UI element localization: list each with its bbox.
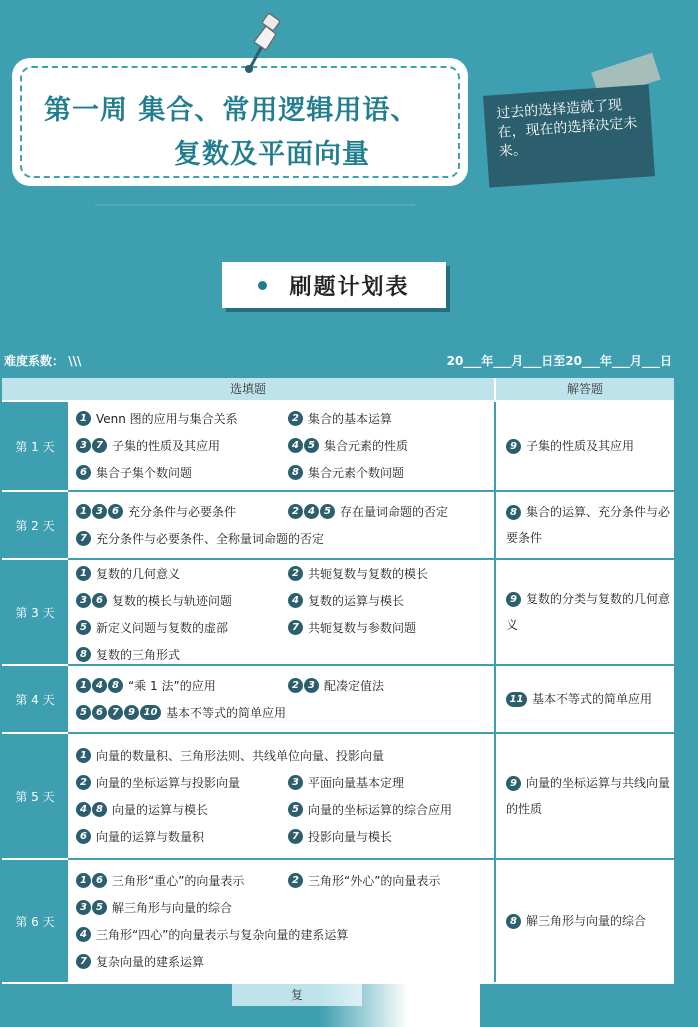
column-divider	[494, 860, 496, 982]
plan-table	[2, 378, 674, 984]
topic-text: 复数的运算与模长	[308, 593, 405, 608]
answer-text: 复数的分类与复数的几何意义	[506, 592, 671, 632]
topic-item	[76, 564, 180, 582]
question-number-badge: 9	[506, 439, 521, 454]
question-number-badge: 8	[108, 678, 123, 693]
topic-text: 投影向量与模长	[308, 829, 393, 844]
question-number-badge: 3	[304, 678, 319, 693]
question-number-badge: 5	[92, 900, 107, 915]
difficulty-marks: \\\	[68, 354, 82, 368]
topic-item	[76, 871, 244, 889]
topic-item	[288, 591, 404, 609]
topic-text: 配凑定值法	[324, 678, 385, 693]
question-number-badge: 6	[92, 873, 107, 888]
answer-topic	[506, 686, 670, 712]
answer-topic	[506, 586, 670, 638]
page-title-line-2: 复数及平面向量	[174, 139, 370, 170]
question-number-badge: 2	[288, 504, 303, 519]
topic-item	[76, 925, 348, 943]
question-number-badge: 11	[506, 692, 527, 707]
column-divider	[494, 492, 496, 558]
day-row	[2, 492, 674, 558]
question-number-badge: 1	[76, 566, 91, 581]
topic-item	[288, 564, 428, 582]
topic-item	[76, 703, 286, 721]
topic-item	[76, 800, 208, 818]
day-label: 第 4 天	[2, 666, 68, 732]
question-number-badge: 7	[92, 438, 107, 453]
topic-text: 子集的性质及其应用	[112, 439, 221, 453]
question-number-badge: 4	[76, 802, 91, 817]
topic-item	[288, 410, 392, 428]
topic-text: 解三角形与向量的综合	[112, 900, 233, 915]
topic-item	[76, 529, 324, 547]
question-number-badge: 5	[76, 705, 91, 720]
question-number-badge: 3	[76, 900, 91, 915]
question-number-badge: 1	[76, 873, 91, 888]
question-number-badge: 2	[288, 873, 303, 888]
answer-topic	[506, 908, 670, 934]
answer-topic	[506, 433, 670, 459]
topic-item	[288, 871, 440, 889]
question-number-badge: 3	[76, 593, 91, 608]
header-solve-questions: 解答题	[496, 378, 674, 400]
question-number-badge: 3	[76, 438, 91, 453]
topic-item	[76, 827, 204, 845]
topic-item	[76, 952, 204, 970]
topic-item	[76, 618, 228, 636]
topic-item	[288, 618, 416, 636]
question-number-badge: 8	[76, 647, 91, 662]
question-number-badge: 4	[304, 504, 319, 519]
topic-item	[288, 800, 452, 818]
question-number-badge: 6	[76, 829, 91, 844]
day-row	[2, 666, 674, 732]
question-number-badge: 6	[108, 504, 123, 519]
header-fill-questions: 选填题	[2, 378, 494, 400]
topic-text: 向量的数量积、三角形法则、共线单位向量、投影向量	[96, 748, 385, 763]
topic-item	[76, 676, 216, 694]
question-number-badge: 2	[288, 678, 303, 693]
topic-text: 共轭复数与参数问题	[308, 620, 417, 635]
question-number-badge: 7	[108, 705, 123, 720]
topic-text: 新定义问题与复数的虚部	[96, 620, 229, 635]
question-number-badge: 3	[92, 504, 107, 519]
answer-topic	[506, 499, 670, 551]
topic-text: 共轭复数与复数的模长	[308, 566, 429, 581]
question-number-badge: 5	[304, 438, 319, 453]
question-number-badge: 5	[320, 504, 335, 519]
question-number-badge: 1	[76, 678, 91, 693]
topic-item	[76, 645, 180, 663]
day-row	[2, 402, 674, 490]
question-number-badge: 2	[288, 411, 303, 426]
topic-text: 复杂向量的建系运算	[96, 954, 205, 969]
answer-text: 集合的运算、充分条件与必要条件	[506, 505, 671, 545]
topic-text: 三角形“外心”的向量表示	[308, 873, 441, 888]
question-number-badge: 4	[288, 593, 303, 608]
topic-item	[76, 464, 192, 482]
difficulty	[4, 352, 81, 369]
question-number-badge: 4	[76, 927, 91, 942]
motto-note: 过去的选择造就了现在，现在的选择决定未来。	[483, 84, 655, 187]
topic-text: Venn 图的应用与集合关系	[96, 412, 238, 426]
day-label: 第 3 天	[2, 560, 68, 664]
topic-text: 复数的模长与轨迹问题	[112, 593, 233, 608]
topic-text: 集合元素个数问题	[308, 466, 405, 480]
topic-text: 向量的坐标运算与投影向量	[96, 775, 241, 790]
topic-text: 存在量词命题的否定	[340, 504, 449, 519]
question-number-badge: 8	[92, 802, 107, 817]
meta-row	[0, 350, 698, 368]
question-number-badge: 10	[140, 705, 161, 720]
topic-text: 三角形“四心”的向量表示与复杂向量的建系运算	[96, 927, 349, 942]
question-number-badge: 6	[92, 705, 107, 720]
topic-text: 充分条件与必要条件	[128, 504, 237, 519]
question-number-badge: 7	[76, 954, 91, 969]
question-number-badge: 9	[506, 592, 521, 607]
question-number-badge: 6	[92, 593, 107, 608]
topic-item	[288, 502, 448, 520]
topic-text: 复数的几何意义	[96, 566, 181, 581]
day-row	[2, 560, 674, 664]
topic-item	[288, 773, 404, 791]
day-label: 第 1 天	[2, 402, 68, 490]
difficulty-label: 难度系数：	[4, 354, 65, 368]
topic-item	[76, 898, 232, 916]
day-label: 第 2 天	[2, 492, 68, 558]
answer-text: 解三角形与向量的综合	[526, 914, 647, 928]
question-number-badge: 2	[76, 775, 91, 790]
topic-item	[76, 437, 220, 455]
topic-text: 向量的运算与模长	[112, 802, 209, 817]
day-row	[2, 734, 674, 858]
topic-text: 集合元素的性质	[324, 439, 409, 453]
question-number-badge: 1	[76, 748, 91, 763]
question-number-badge: 8	[506, 914, 521, 929]
topic-item	[76, 591, 232, 609]
question-number-badge: 7	[288, 620, 303, 635]
topic-item	[76, 746, 384, 764]
topic-item	[76, 410, 238, 428]
topic-item	[288, 437, 408, 455]
topic-item	[288, 676, 384, 694]
question-number-badge: 1	[76, 504, 91, 519]
topic-item	[288, 827, 392, 845]
topic-text: “乘 1 法”的应用	[128, 678, 216, 693]
question-number-badge: 2	[288, 566, 303, 581]
topic-text: 基本不等式的简单应用	[166, 705, 287, 720]
column-divider	[494, 734, 496, 858]
faint-rule	[95, 204, 415, 206]
date-range: 20___年___月___日至20___年___月___日	[446, 354, 672, 368]
question-number-badge: 9	[124, 705, 139, 720]
question-number-badge: 3	[288, 775, 303, 790]
corner-fade	[320, 984, 480, 1027]
plan-title-badge	[222, 262, 446, 308]
topic-text: 向量的坐标运算的综合应用	[308, 802, 453, 817]
column-divider	[494, 560, 496, 664]
question-number-badge: 5	[288, 802, 303, 817]
bullet-icon	[258, 281, 267, 290]
day-label: 第 6 天	[2, 860, 68, 982]
day-label: 第 5 天	[2, 734, 68, 858]
question-number-badge: 4	[92, 678, 107, 693]
question-number-badge: 7	[76, 531, 91, 546]
question-number-badge: 4	[288, 438, 303, 453]
topic-text: 集合的基本运算	[308, 412, 393, 426]
column-divider	[494, 666, 496, 732]
topic-text: 集合子集个数问题	[96, 466, 193, 480]
page-title-line-1: 第一周 集合、常用逻辑用语、	[44, 95, 419, 126]
topic-item	[76, 773, 240, 791]
topic-item	[288, 464, 404, 482]
answer-text: 子集的性质及其应用	[526, 439, 635, 453]
topic-text: 向量的运算与数量积	[96, 829, 205, 844]
question-number-badge: 8	[288, 465, 303, 480]
question-number-badge: 9	[506, 776, 521, 791]
plan-title: 刷题计划表	[289, 274, 410, 300]
topic-item	[76, 502, 236, 520]
question-number-badge: 1	[76, 411, 91, 426]
question-number-badge: 8	[506, 505, 521, 520]
title-card	[12, 58, 468, 186]
column-divider	[494, 402, 496, 490]
topic-text: 平面向量基本定理	[308, 775, 405, 790]
day-row	[2, 860, 674, 982]
footer-tab: 复	[232, 984, 362, 1006]
question-number-badge: 5	[76, 620, 91, 635]
topic-text: 复数的三角形式	[96, 647, 181, 662]
question-number-badge: 6	[76, 465, 91, 480]
answer-text: 向量的坐标运算与共线向量的性质	[506, 776, 671, 816]
answer-text: 基本不等式的简单应用	[532, 692, 653, 706]
question-number-badge: 7	[288, 829, 303, 844]
topic-text: 充分条件与必要条件、全称量词命题的否定	[96, 531, 325, 546]
pushpin-icon	[236, 12, 286, 74]
answer-topic	[506, 770, 670, 822]
topic-text: 三角形“重心”的向量表示	[112, 873, 245, 888]
